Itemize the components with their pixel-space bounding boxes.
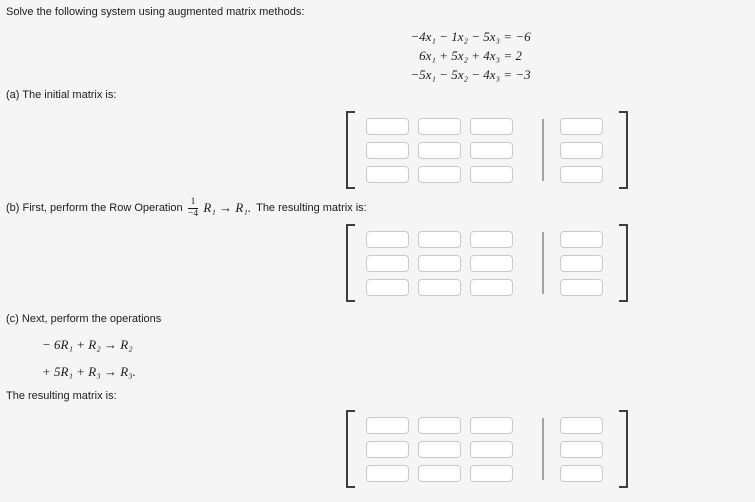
matrix-a-cell-r3c3[interactable] [470,166,513,183]
equation-2: 6x₁ + 5x₂ + 4x₃ = 2 [419,48,522,63]
matrix-a-cell-r3c1[interactable] [366,166,409,183]
matrix-c-cell-r1c1[interactable] [366,417,409,434]
part-b-label [6,197,367,220]
matrix-c-cell-r2c4[interactable] [560,441,603,458]
fraction-denominator: −4 [187,208,199,219]
matrix-b-cell-r2c3[interactable] [470,255,513,272]
matrix-c-augment-divider [542,418,544,480]
matrix-a [346,111,628,189]
matrix-a-left-bracket [346,111,355,189]
matrix-b-left-bracket [346,224,355,302]
matrix-b-augment-divider [542,232,544,294]
equation-1: −4x₁ − 1x₂ − 5x₃ = −6 [410,29,531,44]
fraction-numerator: 1 [188,197,199,209]
row-operation-1: − 6R₁ + R₂ → R₂ [42,337,133,352]
matrix-c-cell-r2c2[interactable] [418,441,461,458]
part-c-label: (c) Next, perform the operations [6,313,162,325]
matrix-c-cell-r2c1[interactable] [366,441,409,458]
matrix-a-cell-r1c3[interactable] [470,118,513,135]
matrix-c [346,410,628,488]
part-c-result-label: The resulting matrix is: [6,390,117,402]
part-b-prefix: (b) First, perform the Row Operation [6,202,183,215]
equation-system [368,27,573,84]
matrix-c-cell-r1c3[interactable] [470,417,513,434]
row-operation-2: + 5R₁ + R₃ → R₃. [42,364,136,379]
matrix-c-cell-r3c4[interactable] [560,465,603,482]
matrix-b-cell-r1c3[interactable] [470,231,513,248]
matrix-a-cell-r2c1[interactable] [366,142,409,159]
matrix-b-cell-r2c2[interactable] [418,255,461,272]
matrix-c-cell-r2c3[interactable] [470,441,513,458]
matrix-c-cell-r1c4[interactable] [560,417,603,434]
equation-3: −5x₁ − 5x₂ − 4x₃ = −3 [410,67,531,82]
matrix-c-cell-r3c1[interactable] [366,465,409,482]
matrix-b-cell-r2c1[interactable] [366,255,409,272]
matrix-b-cell-r2c4[interactable] [560,255,603,272]
matrix-c-coefficient-grid [366,417,513,482]
matrix-b-cell-r1c4[interactable] [560,231,603,248]
matrix-a-right-bracket [619,111,628,189]
matrix-a-cell-r1c2[interactable] [418,118,461,135]
part-a-label: (a) The initial matrix is: [6,89,117,101]
matrix-b-cell-r1c1[interactable] [366,231,409,248]
matrix-b-cell-r3c3[interactable] [470,279,513,296]
matrix-a-cell-r2c2[interactable] [418,142,461,159]
matrix-b-constant-column [560,231,603,296]
matrix-b-coefficient-grid [366,231,513,296]
matrix-a-cell-r3c4[interactable] [560,166,603,183]
matrix-b-cell-r3c1[interactable] [366,279,409,296]
matrix-b-cell-r1c2[interactable] [418,231,461,248]
part-b-suffix: The resulting matrix is: [256,202,367,215]
matrix-c-left-bracket [346,410,355,488]
matrix-a-cell-r1c4[interactable] [560,118,603,135]
matrix-a-cell-r1c1[interactable] [366,118,409,135]
part-b-operation: R₁ → R₁. [203,200,252,216]
matrix-c-cell-r3c3[interactable] [470,465,513,482]
matrix-a-cell-r2c4[interactable] [560,142,603,159]
row-op-fraction [188,197,199,220]
matrix-b-cell-r3c2[interactable] [418,279,461,296]
problem-statement: Solve the following system using augmented matrix methods: [6,6,305,18]
matrix-a-cell-r2c3[interactable] [470,142,513,159]
matrix-a-cell-r3c2[interactable] [418,166,461,183]
matrix-c-cell-r1c2[interactable] [418,417,461,434]
matrix-a-coefficient-grid [366,118,513,183]
matrix-a-augment-divider [542,119,544,181]
matrix-b-right-bracket [619,224,628,302]
matrix-b [346,224,628,302]
matrix-c-right-bracket [619,410,628,488]
matrix-c-cell-r3c2[interactable] [418,465,461,482]
matrix-b-cell-r3c4[interactable] [560,279,603,296]
matrix-c-constant-column [560,417,603,482]
matrix-a-constant-column [560,118,603,183]
